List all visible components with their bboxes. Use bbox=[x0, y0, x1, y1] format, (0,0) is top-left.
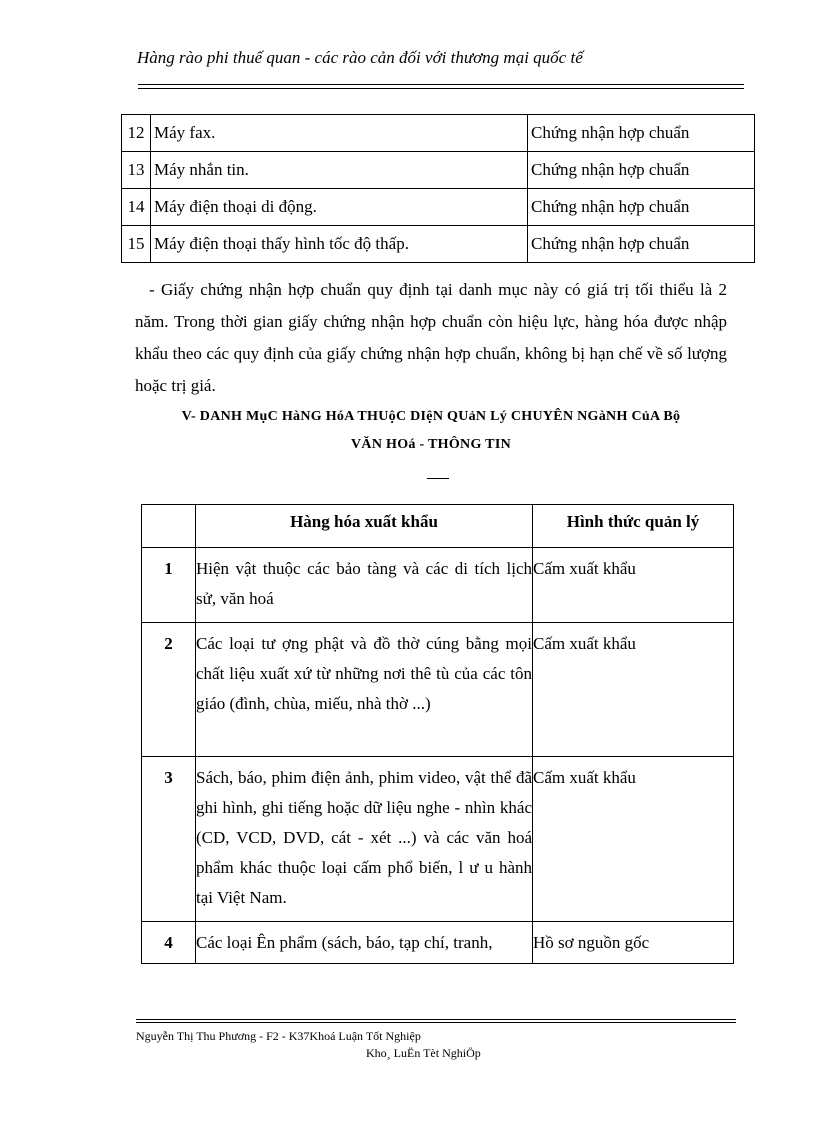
header-management-form: Hình thức quản lý bbox=[533, 505, 734, 548]
certificate-validity-paragraph: - Giấy chứng nhận hợp chuẩn quy định tại danh mục này có giá trị tối thiểu là 2 năm. Trong thời gian giấy chứng nhận hợp chuẩn còn hiệu lực, hàng hóa được nhập khẩu theo các quy định của giấy chứng nhận hợp chuẩn, không bị hạn chế về số lượng hoặc trị giá. bbox=[135, 280, 727, 395]
row-number: 14 bbox=[122, 189, 151, 226]
certification-type: Chứng nhận hợp chuẩn bbox=[528, 152, 755, 189]
row-number: 2 bbox=[142, 623, 196, 757]
table-row bbox=[122, 115, 755, 152]
management-form: Cấm xuất khẩu bbox=[533, 623, 734, 757]
row-number: 12 bbox=[122, 115, 151, 152]
table-row bbox=[142, 623, 734, 757]
footer-rule-top bbox=[136, 1019, 736, 1020]
table-row bbox=[122, 189, 755, 226]
goods-description: Hiện vật thuộc các bảo tàng và các di tích lịch sử, văn hoá bbox=[196, 548, 533, 623]
section-heading-line2: VĂN HOá - THÔNG TIN bbox=[351, 437, 511, 452]
management-form: Hồ sơ nguồn gốc bbox=[533, 922, 734, 964]
row-number: 1 bbox=[142, 548, 196, 623]
item-name: Máy nhắn tin. bbox=[151, 152, 528, 189]
row-number: 3 bbox=[142, 757, 196, 922]
goods-description: Các loại Ên phẩm (sách, báo, tạp chí, tranh, bbox=[196, 922, 533, 964]
row-number: 4 bbox=[142, 922, 196, 964]
footer-rule-bottom bbox=[136, 1022, 736, 1023]
table-row bbox=[122, 152, 755, 189]
certification-type: Chứng nhận hợp chuẩn bbox=[528, 189, 755, 226]
table-row bbox=[142, 922, 734, 964]
header-goods: Hàng hóa xuất khẩu bbox=[196, 505, 533, 548]
heading-underline bbox=[427, 478, 449, 479]
footer-author: Nguyễn Thị Thu Phương - F2 - K37Khoá Luận Tốt Nghiệp bbox=[136, 1029, 421, 1043]
goods-description: Các loại tư ợng phật và đồ thờ cúng bằng mọi chất liệu xuất xứ từ những nơi thê tù của các tôn giáo (đình, chùa, miếu, nhà thờ ...) bbox=[196, 623, 533, 757]
item-name: Máy điện thoại di động. bbox=[151, 189, 528, 226]
table-header-row bbox=[142, 505, 734, 548]
certification-type: Chứng nhận hợp chuẩn bbox=[528, 115, 755, 152]
table-row bbox=[142, 548, 734, 623]
row-number: 13 bbox=[122, 152, 151, 189]
footer-subtitle: Kho¸ LuËn Tèt NghiÖp bbox=[366, 1046, 481, 1060]
certification-table bbox=[121, 114, 755, 263]
item-name: Máy điện thoại thấy hình tốc độ thấp. bbox=[151, 226, 528, 263]
management-form: Cấm xuất khẩu bbox=[533, 548, 734, 623]
export-goods-table bbox=[141, 504, 734, 964]
goods-description: Sách, báo, phim điện ảnh, phim video, vật thể đã ghi hình, ghi tiếng hoặc dữ liệu nghe - nhìn khác (CD, VCD, DVD, cát - xét ...) và các văn hoá phẩm khác thuộc loại cấm phổ biến, l ư u hành tại Việt Nam. bbox=[196, 757, 533, 922]
page-header-title: Hàng rào phi thuế quan - các rào cản đối với thương mại quốc tế bbox=[137, 48, 583, 67]
header-rule-top bbox=[138, 84, 744, 85]
table-row bbox=[122, 226, 755, 263]
management-form: Cấm xuất khẩu bbox=[533, 757, 734, 922]
row-number: 15 bbox=[122, 226, 151, 263]
certification-type: Chứng nhận hợp chuẩn bbox=[528, 226, 755, 263]
header-number bbox=[142, 505, 196, 548]
table-row bbox=[142, 757, 734, 922]
item-name: Máy fax. bbox=[151, 115, 528, 152]
header-rule-bottom bbox=[138, 88, 744, 89]
section-heading-line1: V- DANH MụC HàNG HóA THUộC DIệN QUảN Lý CHUYÊN NGàNH CủA Bộ bbox=[181, 409, 681, 424]
